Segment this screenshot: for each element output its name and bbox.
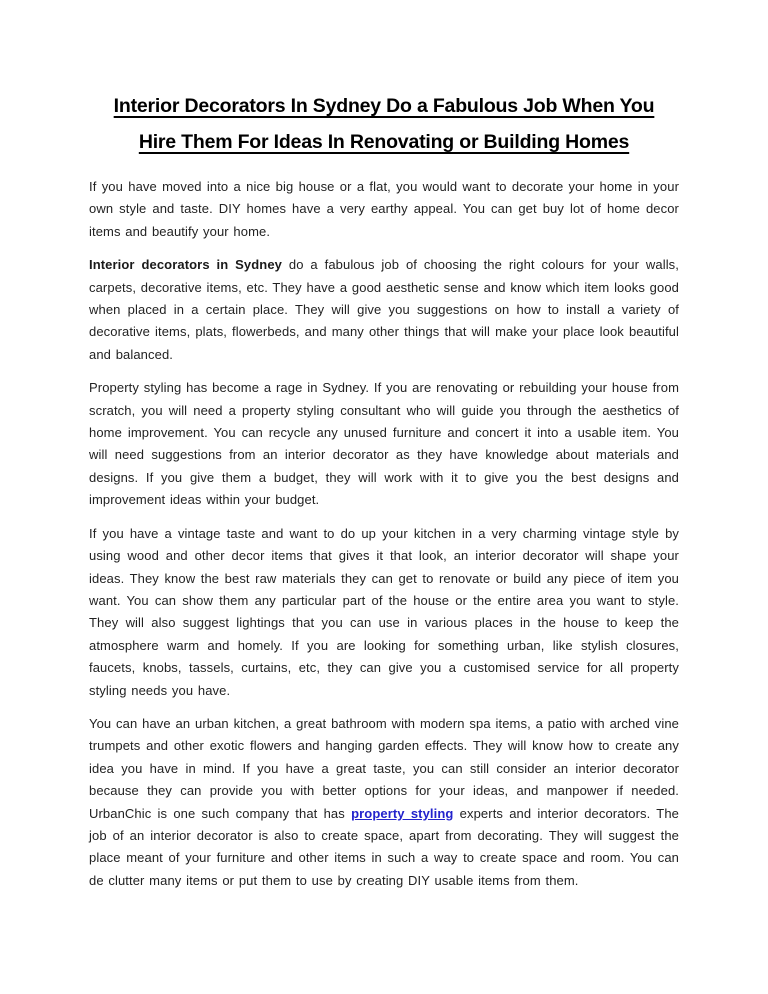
paragraph-text: experts and interior decorators. The job of an interior decorator is also to create space, apart from decorating. They will suggest the place meant of your furniture and other items in such a way to create space and room. You can de clutter many items or put them to use by creating DIY usable items from them.: [89, 805, 680, 888]
paragraph-intro: [89, 176, 679, 243]
property-styling-link[interactable]: property styling: [351, 805, 454, 821]
bold-lead-in-text: Interior decorators in Sydney: [89, 257, 282, 273]
paragraph-decorators: [89, 254, 679, 366]
page-title: Interior Decorators In Sydney Do a Fabulous Job When You Hire Them For Ideas In Renovating or Building Homes: [113, 95, 655, 153]
paragraph-text: You can have an urban kitchen, a great bathroom with modern spa items, a patio with arched vine trumpets and other exotic flowers and hanging garden effects. They will know how to create any idea you have in mind. If you have a great taste, you can still consider an interior decorator because they can provide you with better options for your ideas, and manpower if needed. UrbanChic is one such company that has: [89, 715, 679, 821]
paragraph-vintage: [89, 523, 679, 702]
paragraph-urbanchic: [89, 713, 679, 892]
paragraph-text: do a fabulous job of choosing the right colours for your walls, carpets, decorative items, etc. They have a good aesthetic sense and know which item looks good when placed in a certain place. They will give you suggestions on how to install a variety of decorative items, plats, flowerbeds, and many other things that will make your place look beautiful and balanced.: [89, 257, 679, 362]
paragraph-text: If you have moved into a nice big house or a flat, you would want to decorate your home in your own style and taste. DIY homes have a very earthy appeal. You can get buy lot of home decor items and beautify your home.: [89, 179, 679, 239]
paragraph-text: Property styling has become a rage in Sydney. If you are renovating or rebuilding your house from scratch, you will need a property styling consultant who will guide you through the aesthetics of home improvement. You can recycle any unused furniture and concert it into a usable item. You will need suggestions from an interior decorator as they have knowledge about materials and designs. If you give them a budget, they will work with it to give you the best designs and improvement ideas within your budget.: [89, 380, 679, 508]
paragraph-text: If you have a vintage taste and want to do up your kitchen in a very charming vintage style by using wood and other decor items that gives it that look, an interior decorator will shape your ideas. They know the best raw materials they can get to renovate or build any piece of item you want. You can show them any particular part of the house or the entire area you want to style. They will also suggest lightings that you can use in various places in the house to keep the atmosphere warm and homely. If you are looking for something urban, like stylish closures, faucets, knobs, tassels, curtains, etc, they can give you a customised service for all property styling needs you have.: [89, 525, 679, 698]
paragraph-property-styling: [89, 377, 679, 511]
